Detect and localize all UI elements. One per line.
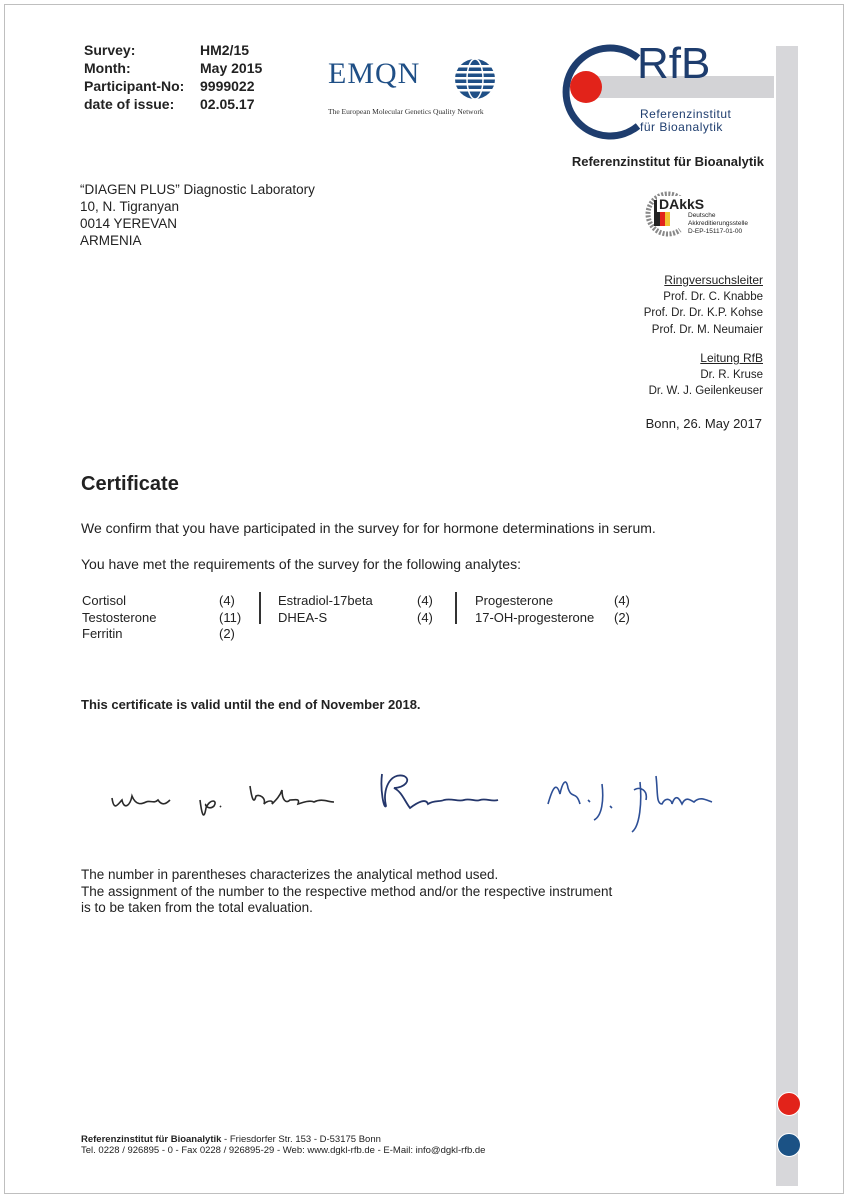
- analyte-row: Testosterone (11): [82, 609, 242, 625]
- analyte-row: Ferritin (2): [82, 626, 235, 641]
- meta-month: Month: May 2015: [84, 60, 263, 76]
- signatures: [100, 760, 740, 850]
- rfb-logo-text: RfB: [637, 40, 711, 88]
- analyte-row: 17-OH-progesterone (2): [475, 609, 630, 625]
- method-note: The number in parentheses characterizes the analytical method used. The assignment of the number to the respective method and/or the respective instrument is to be taken from the total evaluation.: [81, 867, 613, 915]
- blue-dot-decoration: [777, 1133, 801, 1157]
- right-decorative-bar: [776, 46, 798, 1186]
- analytes-column-3: [475, 593, 630, 626]
- meta-participant: Participant-No: 9999022: [84, 78, 255, 94]
- footer-institute: Referenzinstitut für Bioanalytik: [81, 1134, 222, 1145]
- rfb-logo-subtitle: Referenzinstitut für Bioanalytik: [640, 107, 732, 134]
- analyte-row: DHEA-S (4): [278, 609, 433, 625]
- certificate-title: Certificate: [81, 473, 179, 495]
- requirements-text: You have met the requirements of the survey for the following analytes:: [81, 556, 521, 572]
- meta-issue-date: date of issue: 02.05.17: [84, 96, 255, 112]
- institute-name: Referenzinstitut für Bioanalytik: [571, 154, 764, 169]
- confirmation-text: We confirm that you have participated in the survey for for hormone determinations in serum.: [81, 520, 656, 536]
- meta-survey: Survey: HM2/15: [84, 42, 250, 58]
- emqn-logo: [326, 55, 501, 120]
- signature-geilenkeuser: [548, 776, 712, 832]
- leitung-block: Leitung RfB Dr. R. Kruse Dr. W. J. Geilenkeuser: [648, 351, 763, 397]
- analyte-row: Estradiol-17beta (4): [278, 593, 433, 608]
- red-dot-decoration: [777, 1092, 801, 1116]
- recipient-address: “DIAGEN PLUS” Diagnostic Laboratory 10, N. Tigranyan 0014 YEREVAN ARMENIA: [80, 182, 315, 248]
- footer-address: - Friesdorfer Str. 153 - D-53175 Bonn: [221, 1134, 381, 1145]
- analyte-row: Progesterone (4): [475, 593, 630, 608]
- dakks-accreditation-logo: DAkkS Deutsche Akkreditierungsstelle D-EP-15117-01-00: [640, 188, 760, 244]
- footer-contact: Tel. 0228 / 926895 - 0 - Fax 0228 / 926895-29 - Web: www.dgkl-rfb.de - E-Mail: info@dgkl-rfb.de: [81, 1145, 486, 1156]
- signature-kohse: [112, 786, 334, 815]
- validity-statement: This certificate is valid until the end of November 2018.: [81, 697, 421, 712]
- date-line: Bonn, 26. May 2017: [645, 416, 762, 431]
- emqn-logo-text: EMQN: [328, 57, 421, 90]
- emqn-subtitle: The European Molecular Genetics Quality Network: [328, 107, 484, 116]
- column-divider: [455, 592, 457, 624]
- survey-meta: [84, 41, 262, 113]
- ringversuchsleiter-block: Ringversuchsleiter Prof. Dr. C. Knabbe Prof. Dr. Dr. K.P. Kohse Prof. Dr. M. Neumaier: [643, 273, 763, 336]
- signature-kruse: [381, 774, 498, 808]
- analytes-column-1: [82, 593, 241, 643]
- column-divider: [259, 592, 261, 624]
- globe-icon: [453, 57, 497, 101]
- page-footer: [81, 1134, 485, 1156]
- analytes-column-2: [278, 593, 433, 626]
- analyte-row: Cortisol (4): [82, 593, 235, 608]
